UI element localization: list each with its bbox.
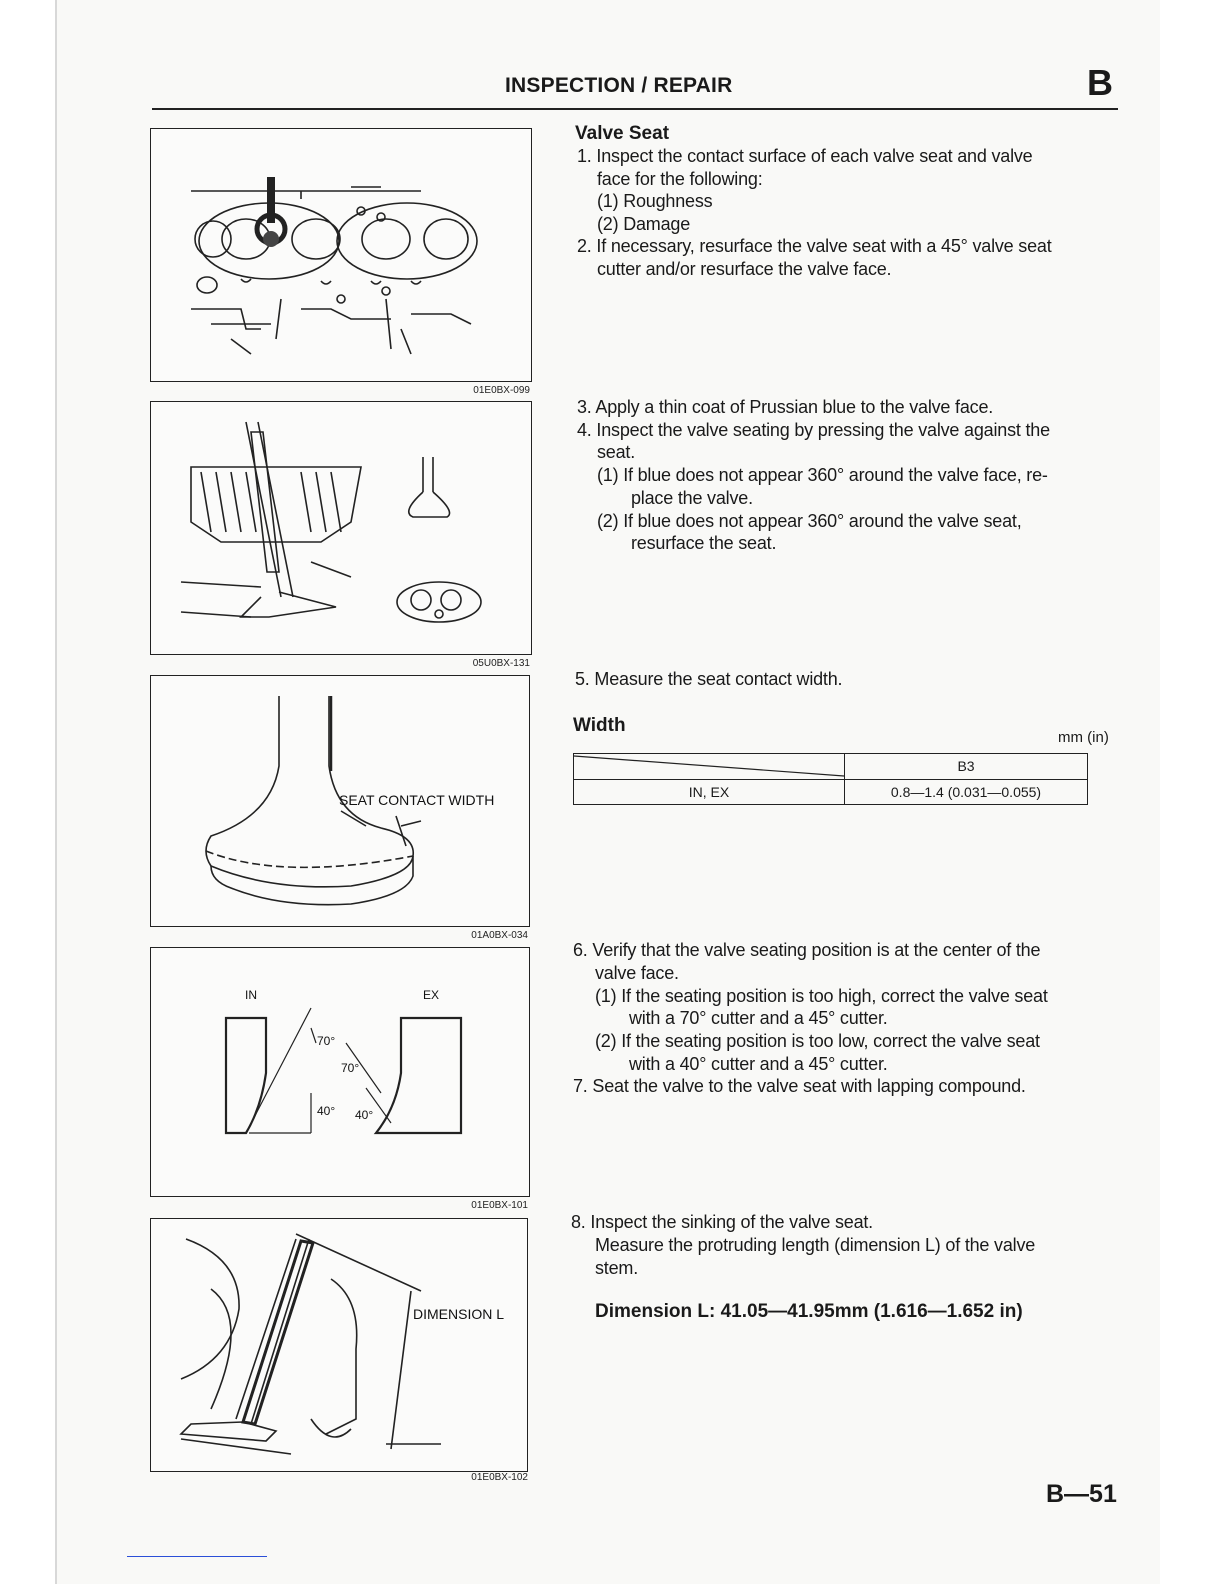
step-4-item-b-2: resurface the seat.	[631, 533, 777, 553]
figure-dimension-l	[150, 1218, 528, 1472]
step-1-line-1: 1. Inspect the contact surface of each valve seat and valve	[577, 146, 1033, 166]
angle-70-in: 70°	[317, 1034, 336, 1048]
angle-40-ex: 40°	[355, 1108, 374, 1122]
valve-seating-illustration	[151, 402, 531, 654]
step-6-item-b-2: with a 40° cutter and a 45° cutter.	[629, 1054, 888, 1074]
figure-code: 01A0BX-034	[471, 930, 528, 941]
step-1-item-a: (1) Roughness	[597, 191, 713, 211]
cylinder-head-illustration	[151, 129, 531, 381]
step-4-line-1: 4. Inspect the valve seating by pressing the valve against the	[577, 420, 1050, 440]
figure-code: 01E0BX-099	[473, 385, 530, 396]
figure-seat-contact-width	[150, 675, 530, 927]
cutter-angles-illustration	[151, 948, 529, 1196]
step-2-line-2: cutter and/or resurface the valve face.	[597, 259, 892, 279]
step-8-line-3: stem.	[595, 1258, 639, 1278]
width-heading: Width	[573, 715, 626, 736]
dimension-l-label: DIMENSION L	[413, 1306, 505, 1322]
table-row-value: 0.8—1.4 (0.031—0.055)	[845, 779, 1088, 805]
ex-label: EX	[423, 988, 440, 1002]
step-4-item-a-1: (1) If blue does not appear 360° around the valve face, re-	[597, 465, 1048, 485]
in-label: IN	[245, 988, 257, 1002]
step-4-item-b-1: (2) If blue does not appear 360° around the valve seat,	[597, 511, 1022, 531]
step-6-line-1: 6. Verify that the valve seating position is at the center of the	[573, 940, 1041, 960]
width-unit: mm (in)	[1058, 729, 1109, 746]
dimension-l-spec: Dimension L: 41.05—41.95mm (1.616—1.652 in)	[595, 1301, 1023, 1322]
page-number: B—51	[1046, 1480, 1117, 1508]
page-title: INSPECTION / REPAIR	[505, 74, 733, 97]
figure-cylinder-head	[150, 128, 532, 382]
step-2-line-1: 2. If necessary, resurface the valve seat with a 45° valve seat	[577, 236, 1052, 256]
angle-70-ex: 70°	[341, 1061, 360, 1075]
step-5: 5. Measure the seat contact width.	[575, 669, 843, 689]
step-1-line-2: face for the following:	[597, 169, 763, 189]
step-1-item-b: (2) Damage	[597, 214, 691, 234]
width-spec-table	[573, 753, 1088, 805]
bottom-link-line	[127, 1556, 267, 1557]
step-8-line-2: Measure the protruding length (dimension L) of the valve	[595, 1235, 1036, 1255]
step-8-line-1: 8. Inspect the sinking of the valve seat.	[571, 1212, 873, 1232]
angle-40-in: 40°	[317, 1104, 336, 1118]
step-6-item-b-1: (2) If the seating position is too low, correct the valve seat	[595, 1031, 1040, 1051]
table-col-header: B3	[845, 754, 1088, 780]
page-edge	[55, 0, 57, 1584]
dimension-l-illustration	[151, 1219, 527, 1471]
step-4-line-2: seat.	[597, 442, 636, 462]
figure-code: 05U0BX-131	[472, 658, 530, 669]
figure-code: 01E0BX-102	[471, 1472, 528, 1483]
diagonal-line	[574, 754, 844, 778]
step-4-item-a-2: place the valve.	[631, 488, 753, 508]
figure-valve-seating	[150, 401, 532, 655]
table-row-label: IN, EX	[574, 779, 845, 805]
table-corner-cell	[574, 754, 845, 780]
step-6-item-a-1: (1) If the seating position is too high, correct the valve seat	[595, 986, 1048, 1006]
section-letter: B	[1087, 62, 1113, 103]
seat-contact-width-label: SEAT CONTACT WIDTH	[339, 792, 495, 808]
header-rule	[152, 108, 1118, 110]
figure-code: 01E0BX-101	[471, 1200, 528, 1211]
section-heading: Valve Seat	[575, 123, 670, 144]
step-3: 3. Apply a thin coat of Prussian blue to the valve face.	[577, 397, 994, 417]
step-6-line-2: valve face.	[595, 963, 679, 983]
step-7: 7. Seat the valve to the valve seat with lapping compound.	[573, 1076, 1026, 1096]
figure-cutter-angles	[150, 947, 530, 1197]
step-6-item-a-2: with a 70° cutter and a 45° cutter.	[629, 1008, 888, 1028]
